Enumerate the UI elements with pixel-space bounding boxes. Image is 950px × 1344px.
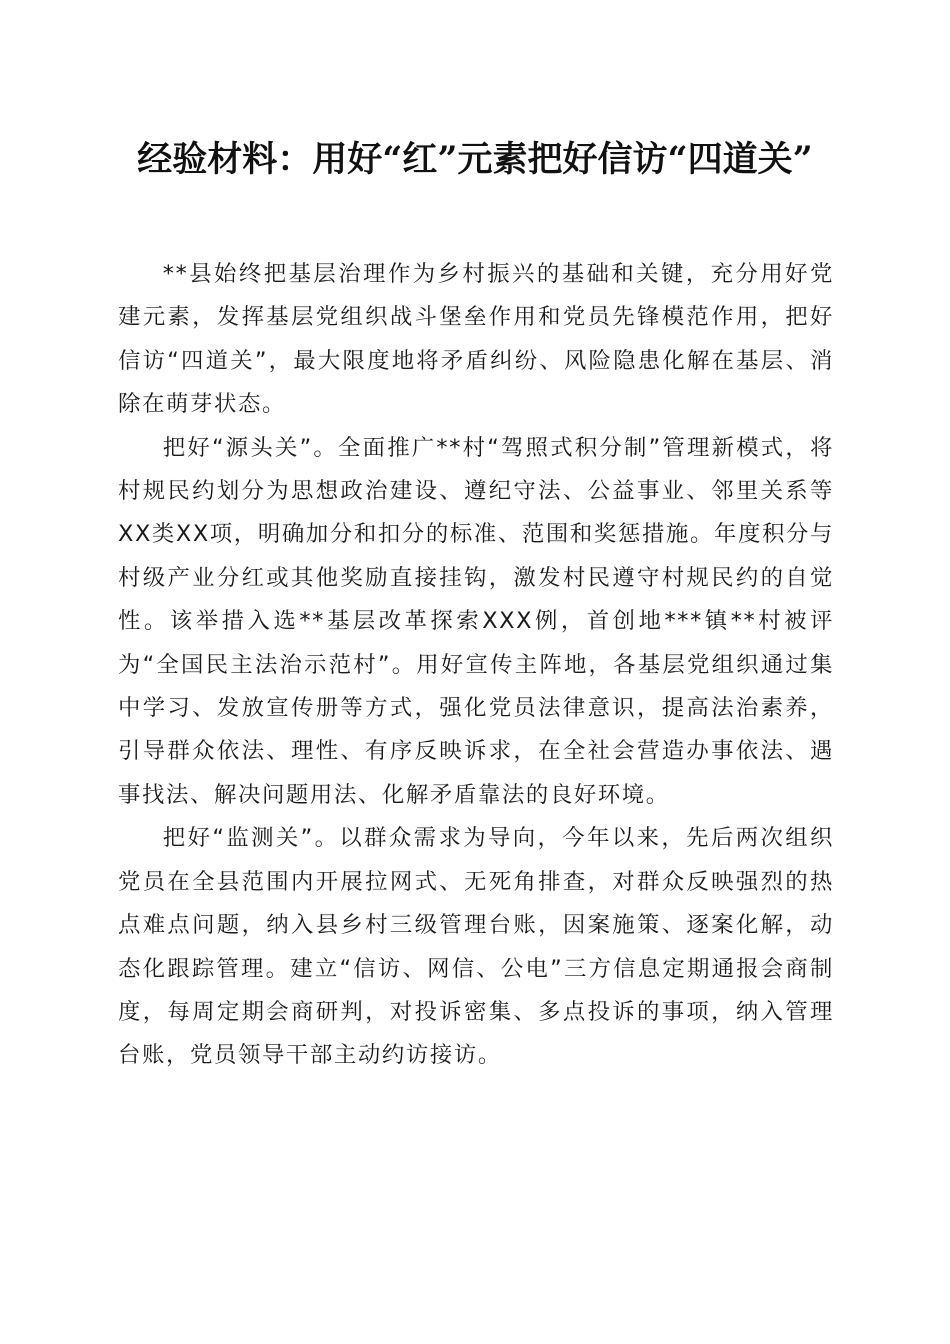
document-title: 经验材料：用好“红”元素把好信访“四道关” [137,139,813,180]
paragraph-monitoring-check: 把好“监测关”。以群众需求为导向，今年以来，先后两次组织党员在全县范围内开展拉网式、无死角排查，对群众反映强烈的热点难点问题，纳入县乡村三级管理台账，因案施策、逐案化解，动态化跟踪管理。建立“信访、网信、公电”三方信息定期通报会商制度，每周定期会商研判，对投诉密集、多点投诉的事项，纳入管理台账，党员领导干部主动约访接访。 [118,825,834,1069]
paragraph-intro: **县始终把基层治理作为乡村振兴的基础和关键，充分用好党建元素，发挥基层党组织战斗堡垒作用和党员先锋模范作用，把好信访“四道关”，最大限度地将矛盾纠纷、风险隐患化解在基层、消除在萌芽状态。 [118,261,834,418]
document-body [118,253,834,1078]
paragraph-source-check: 把好“源头关”。全面推广**村“驾照式积分制”管理新模式，将村规民约划分为思想政治建设、遵纪守法、公益事业、邻里关系等XX类XX项，明确加分和扣分的标准、范围和奖惩措施。年度积分与村级产业分红或其他奖励直接挂钩，激发村民遵守村规民约的自觉性。该举措入选**基层改革探索XXX例，首创地***镇**村被评为“全国民主法治示范村”。用好宣传主阵地，各基层党组织通过集中学习、发放宣传册等方式，强化党员法律意识，提高法治素养，引导群众依法、理性、有序反映诉求，在全社会营造办事依法、遇事找法、解决问题用法、化解矛盾靠法的良好环境。 [118,434,834,808]
